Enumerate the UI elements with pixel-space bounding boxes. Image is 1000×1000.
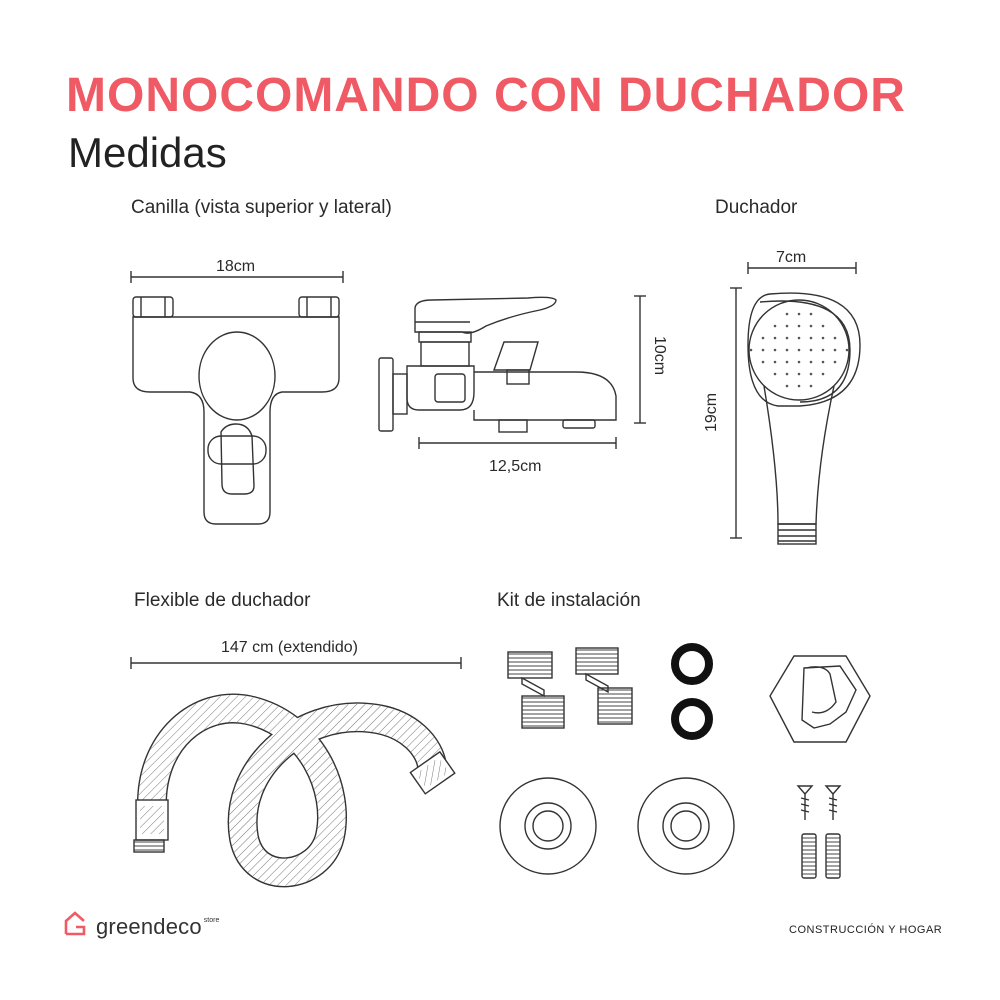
duchador-width-dim: 7cm <box>776 249 807 266</box>
kit-label: Kit de instalación <box>497 590 641 611</box>
brand-name: greendeco <box>96 914 202 939</box>
house-logo-icon <box>66 913 84 934</box>
page-title: MONOCOMANDO CON DUCHADOR <box>66 69 906 122</box>
faucet-top-view <box>131 271 343 524</box>
brand-tagline: CONSTRUCCIÓN Y HOGAR <box>789 924 943 936</box>
shower-head <box>730 262 860 544</box>
canilla-height-dim: 10cm <box>651 336 668 376</box>
wall-plugs <box>802 834 840 878</box>
brand-sup: store <box>203 917 220 924</box>
duchador-length-dim: 19cm <box>703 392 720 432</box>
canilla-depth-dim: 12,5cm <box>489 458 542 475</box>
install-kit <box>500 647 870 878</box>
duchador-label: Duchador <box>715 197 798 218</box>
eccentric-connector-2 <box>576 648 632 724</box>
page-subtitle: Medidas <box>68 129 227 176</box>
flexible-length-dim: 147 cm (extendido) <box>221 639 358 656</box>
shower-nozzle-dots <box>750 313 849 388</box>
brand-logo <box>88 916 219 938</box>
canilla-width-dim: 18cm <box>216 258 256 275</box>
faucet-side-view <box>379 296 646 449</box>
canilla-label: Canilla (vista superior y lateral) <box>131 197 392 218</box>
flexible-label: Flexible de duchador <box>134 590 311 611</box>
eccentric-connector-1 <box>508 652 564 728</box>
flexible-hose <box>131 657 461 872</box>
shower-holder <box>770 656 870 742</box>
screws <box>798 786 840 820</box>
